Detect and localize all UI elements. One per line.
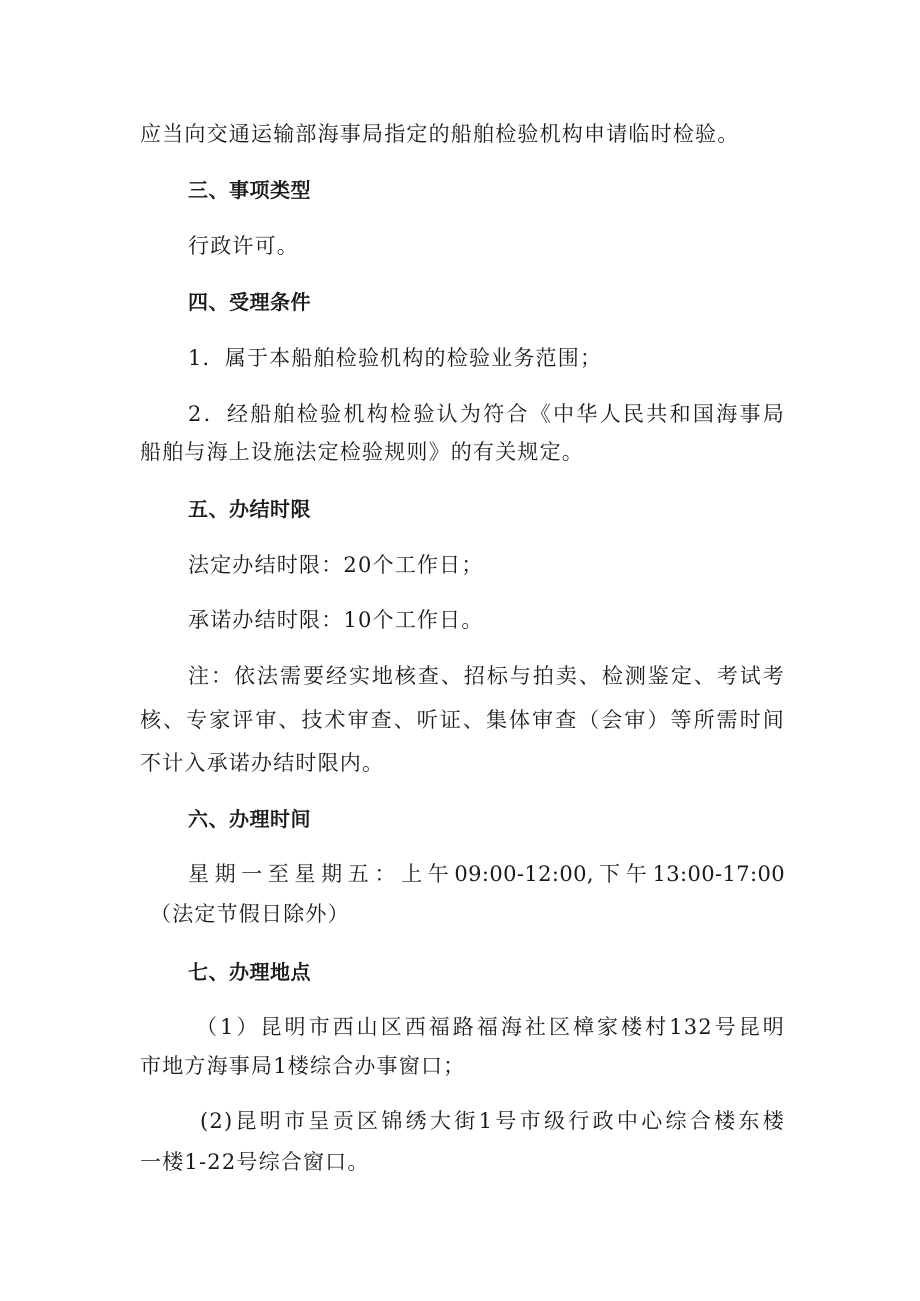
section-heading-acceptance-conditions: 四、受理条件 bbox=[188, 290, 311, 314]
text-line: 船舶与海上设施法定检验规则》的有关规定。 bbox=[140, 440, 584, 464]
text-line: 2．经船舶检验机构检验认为符合《中华人民共和国海事局 bbox=[188, 402, 785, 426]
text-line: 一楼1-22号综合窗口。 bbox=[140, 1150, 370, 1174]
note-line: 核、专家评审、技术审查、听证、集体审查（会审）等所需时间 bbox=[140, 708, 785, 732]
note-line: 注：依法需要经实地核查、招标与拍卖、检测鉴定、考试考 bbox=[188, 664, 785, 688]
text-line: 1．属于本船舶检验机构的检验业务范围； bbox=[188, 346, 603, 370]
section-heading-hours: 六、办理时间 bbox=[188, 807, 311, 831]
text-line: 应当向交通运输部海事局指定的船舶检验机构申请临时检验。 bbox=[140, 122, 740, 146]
text-line: 市地方海事局1楼综合办事窗口； bbox=[140, 1054, 466, 1078]
text-line: 法定办结时限：20个工作日； bbox=[188, 553, 484, 577]
text-line: （1）昆明市西山区西福路福海社区樟家楼村132号昆明 bbox=[196, 1015, 785, 1039]
section-heading-matter-type: 三、事项类型 bbox=[188, 178, 311, 202]
note-line: 不计入承诺办结时限内。 bbox=[140, 751, 385, 775]
text-line: 承诺办结时限：10个工作日。 bbox=[188, 608, 484, 632]
text-line: 星期一至星期五：上午09:00-12:00,下午13:00-17:00 bbox=[188, 862, 785, 886]
section-heading-time-limit: 五、办结时限 bbox=[188, 497, 311, 521]
text-line: (2)昆明市呈贡区锦绣大街1号市级行政中心综合楼东楼 bbox=[200, 1109, 785, 1133]
text-line: （法定节假日除外） bbox=[150, 902, 350, 926]
section-heading-location: 七、办理地点 bbox=[188, 960, 311, 984]
text-line: 行政许可。 bbox=[188, 234, 299, 258]
